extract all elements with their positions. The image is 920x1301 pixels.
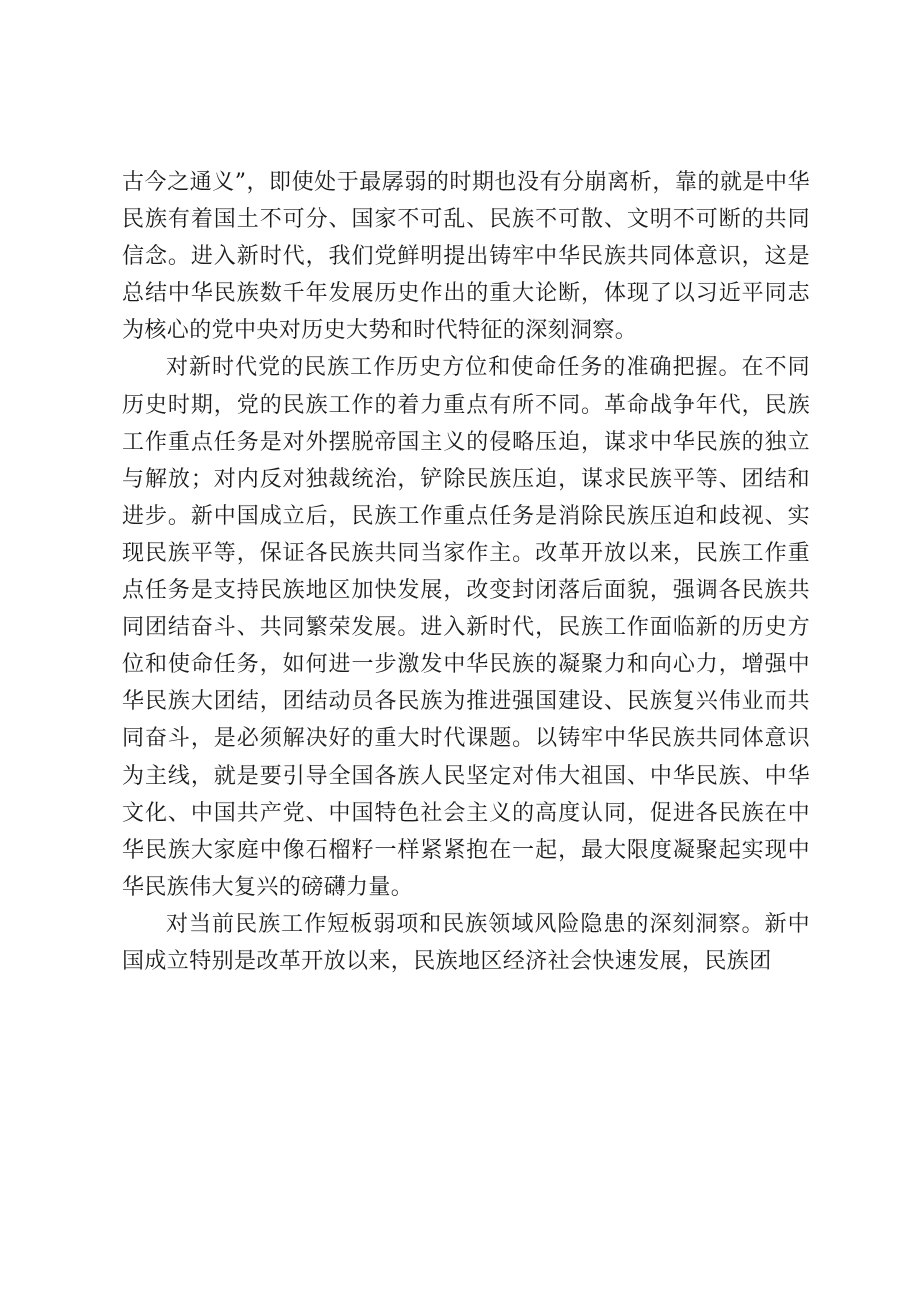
paragraph-2: 对新时代党的民族工作历史方位和使命任务的准确把握。在不同历史时期，党的民族工作的着力重点有所不同。革命战争年代，民族工作重点任务是对外摆脱帝国主义的侵略压迫，谋求中华民族的独立与解放；对内反对独裁统治，铲除民族压迫，谋求民族平等、团结和进步。新中国成立后，民族工作重点任务是消除民族压迫和歧视、实现民族平等，保证各民族共同当家作主。改革开放以来，民族工作重点任务是支持民族地区加快发展，改变封闭落后面貌，强调各民族共同团结奋斗、共同繁荣发展。进入新时代，民族工作面临新的历史方位和使命任务，如何进一步激发中华民族的凝聚力和向心力，增强中华民族大团结，团结动员各民族为推进强国建设、民族复兴伟业而共同奋斗，是必须解决好的重大时代课题。以铸牢中华民族共同体意识为主线，就是要引导全国各族人民坚定对伟大祖国、中华民族、中华文化、中国共产党、中国特色社会主义的高度认同，促进各民族在中华民族大家庭中像石榴籽一样紧紧抱在一起，最大限度凝聚起实现中华民族伟大复兴的磅礴力量。 — [122, 355, 810, 900]
paragraph-3: 对当前民族工作短板弱项和民族领域风险隐患的深刻洞察。新中国成立特别是改革开放以来，民族地区经济社会快速发展，民族团 — [122, 911, 810, 974]
paragraph-1: 古今之通义”，即使处于最孱弱的时期也没有分崩离析，靠的就是中华民族有着国土不可分、国家不可乱、民族不可散、文明不可断的共同信念。进入新时代，我们党鲜明提出铸牢中华民族共同体意识，这是总结中华民族数千年发展历史作出的重大论断，体现了以习近平同志为核心的党中央对历史大势和时代特征的深刻洞察。 — [122, 170, 810, 344]
body-text — [122, 164, 810, 980]
